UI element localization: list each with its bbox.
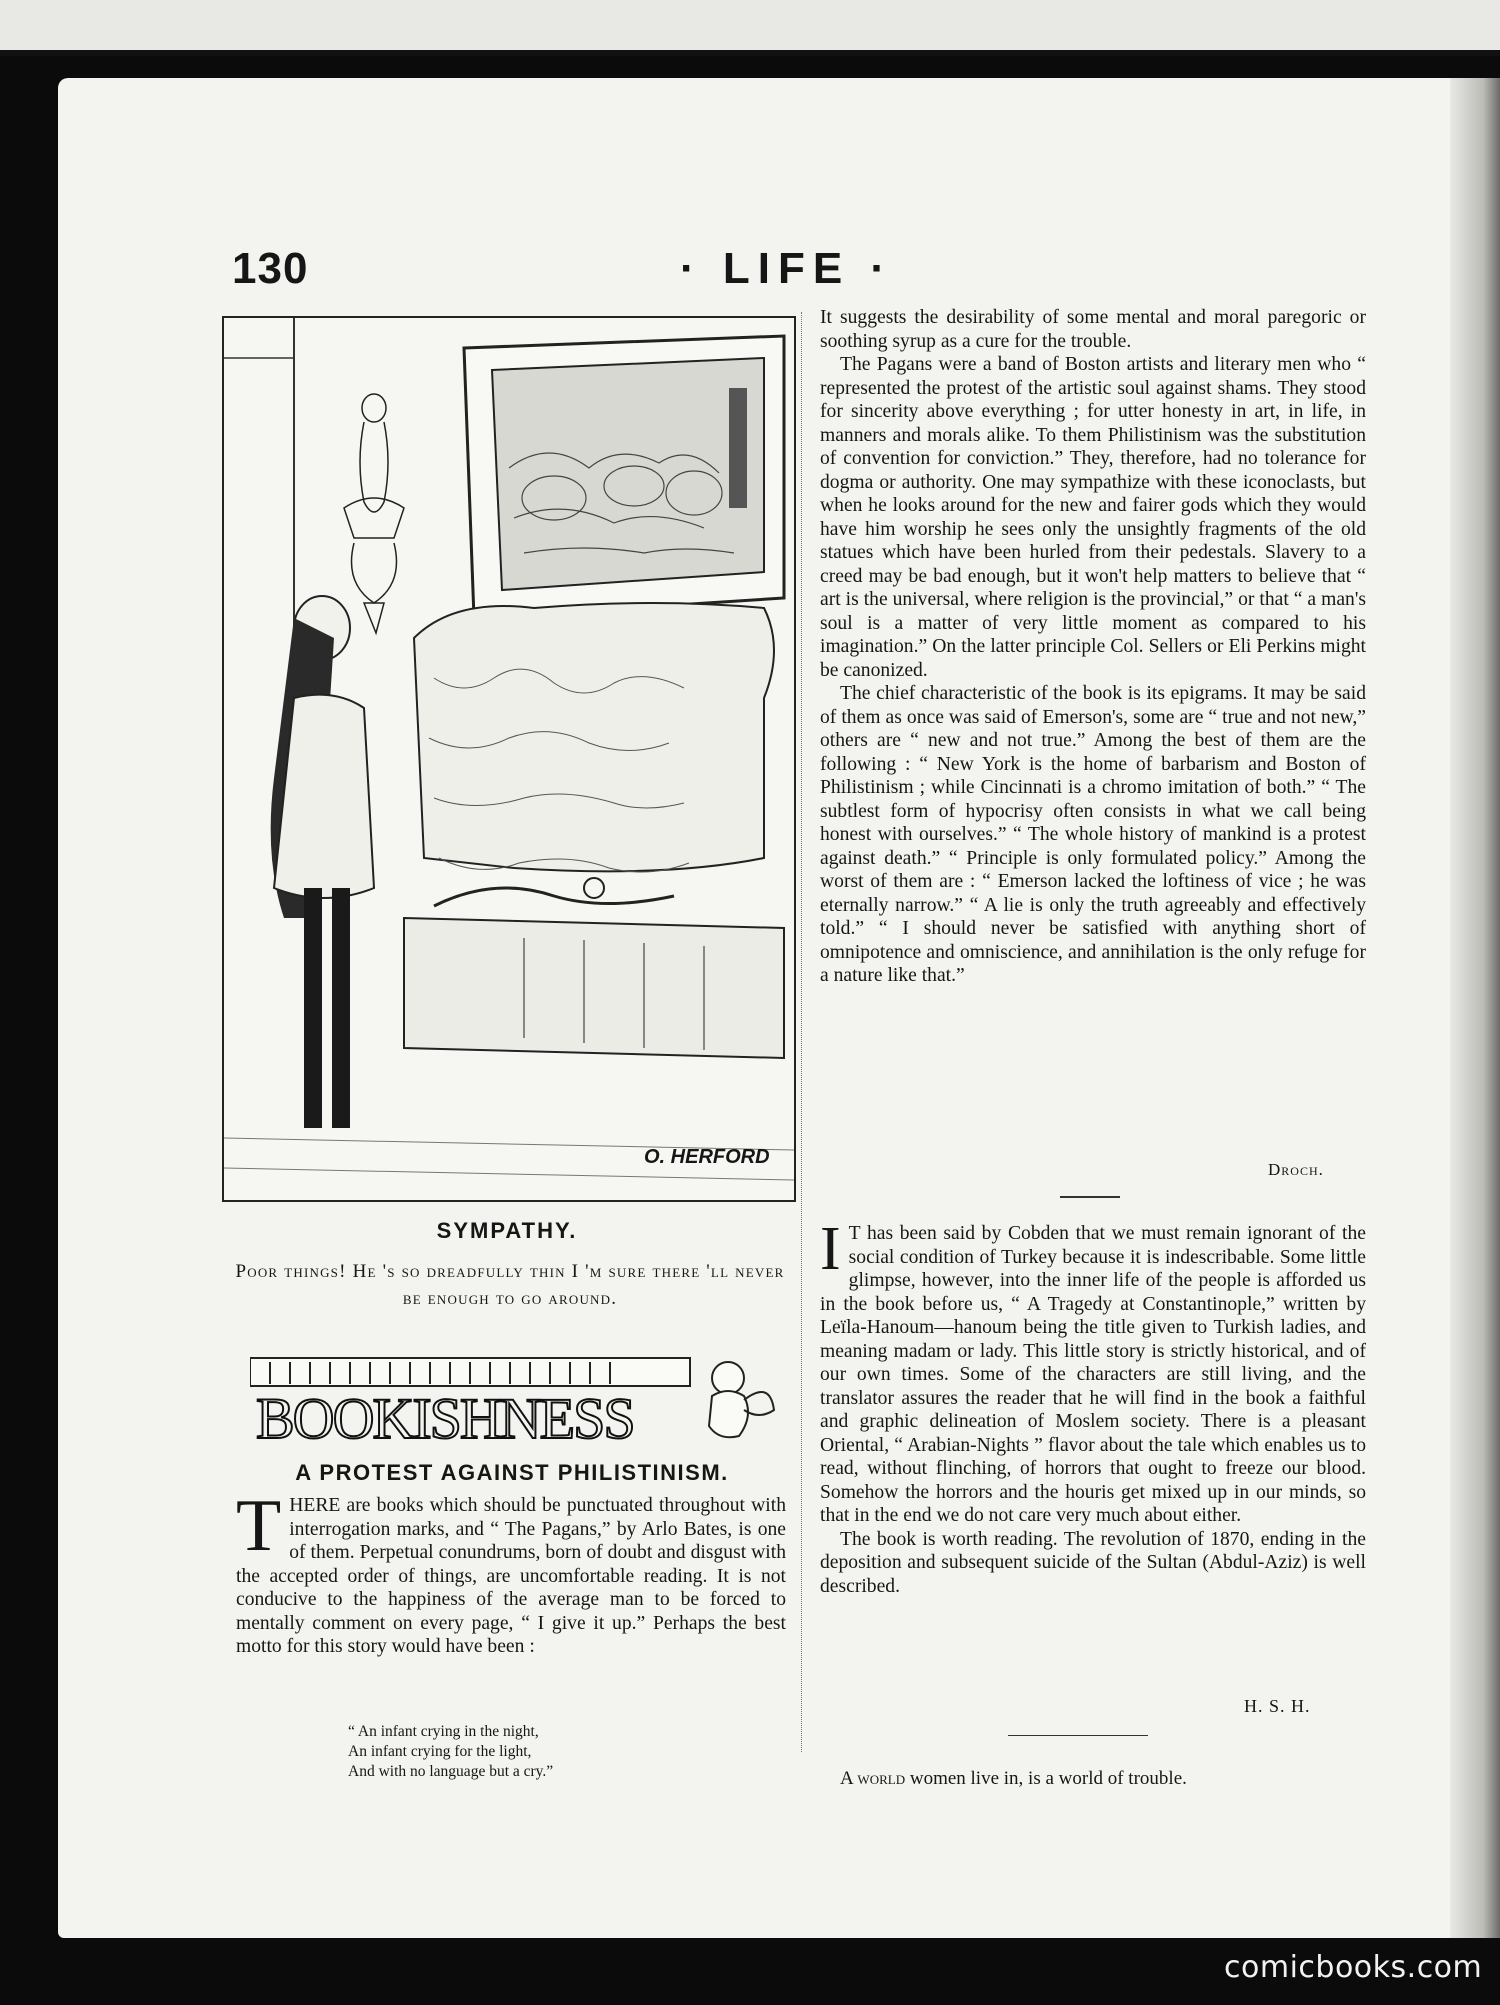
artist-signature: O. HERFORD [644,1146,770,1168]
review-one-opening [236,1485,786,1659]
section-rule [1008,1735,1148,1736]
bookishness-ornament [250,1352,780,1460]
review-two-signature: H. S. H. [1244,1696,1311,1716]
filler-epigram-text: women live in, is a world of trouble. [905,1768,1187,1789]
review-paragraph: It suggests the desirability of some mental and moral paregoric or soothing syrup as a cure for the trouble. [820,307,1366,352]
section-rule [1060,1196,1120,1198]
verse-line: “ An infant crying in the night, [348,1723,539,1740]
verse-quotation [348,1722,708,1782]
cartoon-caption-title: SYMPATHY. [436,1218,578,1243]
filler-epigram [840,1768,1340,1790]
review-two-first-paragraph-text: T has been said by Cobden that we must remain ignorant of the social condition of Turkey because it is indescribable. Some little glimpse, however, into the inner life of the people is afforded us in the book before us, “ A Tragedy at Constantinople,” written by Leïla-Hanoum—hanoum being the title given to Turkish ladies, and meaning madam or lady. This little story is strictly historical, and of our own times. Some of the characters are still living, and the translator assures the reader that he will find in the book a faithful and graphic delineation of Moslem society. There is a pleasant Oriental, “ Arabian-Nights ” flavor about the tale which enables us to read, without flinching, of horrors that ought to freeze our blood. Somehow the horrors and the houris get mixed up in our minds, so that in the end we do not care very much about either. [820,1223,1366,1526]
scan-top-edge [0,0,1500,56]
drop-cap-t: T [236,1485,282,1567]
review-one-continued [820,306,1366,988]
review-paragraph: The chief characteristic of the book is its epigrams. It may be said of them as once was said of Emerson's, some are “ true and not new,” others are “ new and not true.” Among the best of them are the following : “ New York is the home of barbarism and Boston of Philistinism ; while Cincinnati is a chromo imitation of both.” “ The subtlest form of hypocrisy often consists in what we call being honest with ourselves.” “ The whole history of mankind is a protest against death.” “ Principle is only formulated policy.” Among the worst of them are : “ Emerson lacked the loftiness of vice ; he was eternally narrow.” “ A lie is only the truth agreeably and effectively told.” “ I should never be satisfied with anything short of omnipotence and omniscience, and annihilation is the only refuge for a nature like that.” [820,683,1366,986]
review-title: A PROTEST AGAINST PHILISTINISM. [295,1460,729,1485]
verse-line: An infant crying for the light, [348,1743,532,1760]
masthead-title: · LIFE · [680,244,894,293]
cartoon-caption-text: Poor things! He 's so dreadfully thin I 'm sure there 'll never be enough to go around. [235,1261,785,1309]
review-two [820,1215,1366,1598]
cartoon-illustration [222,316,796,1202]
svg-text:BOOKISHNESS: BOOKISHNESS [256,1386,634,1451]
column-divider [801,312,803,1752]
review-two-first-paragraph [820,1215,1366,1528]
review-one-first-paragraph [236,1485,786,1659]
site-watermark: comicbooks.com [1224,1950,1483,1985]
drop-cap-i: I [820,1215,841,1283]
review-one-signature: Droch. [1268,1160,1324,1179]
bookishness-banner [250,1352,780,1460]
cartoon-drawing [224,318,794,1200]
page-number: 130 [232,244,309,293]
review-two-second-paragraph: The book is worth reading. The revolution of 1870, ending in the deposition and subsequent suicide of the Sultan (Abdul-Aziz) is well described. [820,1528,1366,1597]
page-binding-shadow [1450,78,1500,1938]
filler-epigram-lead: A world [840,1768,906,1789]
verse-line: And with no language but a cry.” [348,1763,554,1780]
review-one-first-paragraph-text: HERE are books which should be punctuated throughout with interrogation marks, and “ The Pagans,” by Arlo Bates, is one of them. Perpetual conundrums, born of doubt and disgust with the accepted order of things, are uncomfortable reading. It is not conducive to the happiness of the average man to be forced to mentally comment on every page, “ I give it up.” Perhaps the best motto for this story would have been : [236,1495,786,1657]
review-paragraph: The Pagans were a band of Boston artists and literary men who “ represented the protest of the artistic soul against shams. They stood for sincerity above everything ; for utter honesty in art, in life, in manners and morals alike. To them Philistinism was the substitution of convention for conviction.” They, therefore, had no tolerance for dogma or authority. One may sympathize with these iconoclasts, but when he looks around for the new and fairer gods which they would have him worship he sees only the unsightly fragments of the old statues which have been hurled from their pedestals. Slavery to a creed may be bad enough, but it won't help matters to believe that “ art is the universal, where religion is the provincial,” or that “ a man's soul is a matter of very little moment as compared to his imagination.” On the latter principle Col. Sellers or Eli Perkins might be canonized. [820,354,1366,681]
